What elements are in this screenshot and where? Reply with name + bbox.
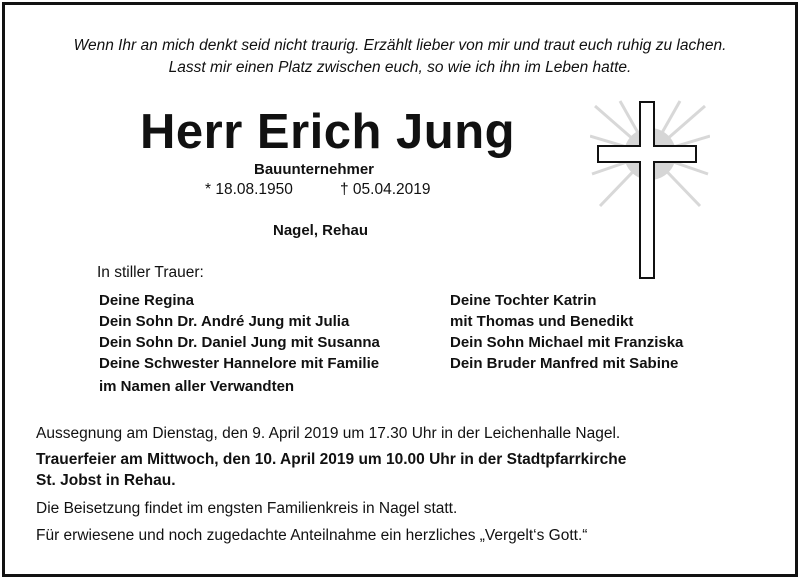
mourner-entry: Dein Bruder Manfred mit Sabine [450,355,679,372]
mourning-heading: In stiller Trauer: [97,264,204,281]
cross-icon [590,96,710,286]
blessing-notice: Aussegnung am Dienstag, den 9. April 2019 um 17.30 Uhr in der Leichenhalle Nagel. [36,425,621,442]
thanks-notice: Für erwiesene und noch zugedachte Anteilnahme ein herzliches „Vergelt‘s Gott.“ [36,527,588,544]
mourner-entry: Deine Tochter Katrin [450,292,597,309]
hometown: Nagel, Rehau [273,222,369,239]
death-date: † 05.04.2019 [340,181,431,198]
quote-line-2: Lasst mir einen Platz zwischen euch, so wie ich ihn im Leben hatte. [168,59,632,76]
burial-notice: Die Beisetzung findet im engsten Familienkreis in Nagel statt. [36,500,458,517]
mourners-left [99,290,380,397]
mourner-entry: im Namen aller Verwandten [99,378,295,395]
occupation: Bauunternehmer [254,161,375,178]
mourner-entry: Dein Sohn Dr. André Jung mit Julia [99,313,350,330]
mourners-right [450,290,683,374]
mourner-entry: Dein Sohn Dr. Daniel Jung mit Susanna [99,334,380,351]
mourner-entry: Deine Schwester Hannelore mit Familie [99,355,380,372]
birth-date: * 18.08.1950 [205,181,293,198]
mourner-entry: Deine Regina [99,292,195,309]
mourner-entry: mit Thomas und Benedikt [450,313,634,330]
service-notice-line-1: Trauerfeier am Mittwoch, den 10. April 2019 um 10.00 Uhr in der Stadtpfarrkirche [36,451,627,468]
quote-line-1: Wenn Ihr an mich denkt seid nicht traurig. Erzählt lieber von mir und traut euch ruhig zu lachen. [73,37,727,54]
mourner-entry: Dein Sohn Michael mit Franziska [450,334,684,351]
service-notice-line-2: St. Jobst in Rehau. [36,472,176,489]
deceased-name: Herr Erich Jung [140,105,516,159]
